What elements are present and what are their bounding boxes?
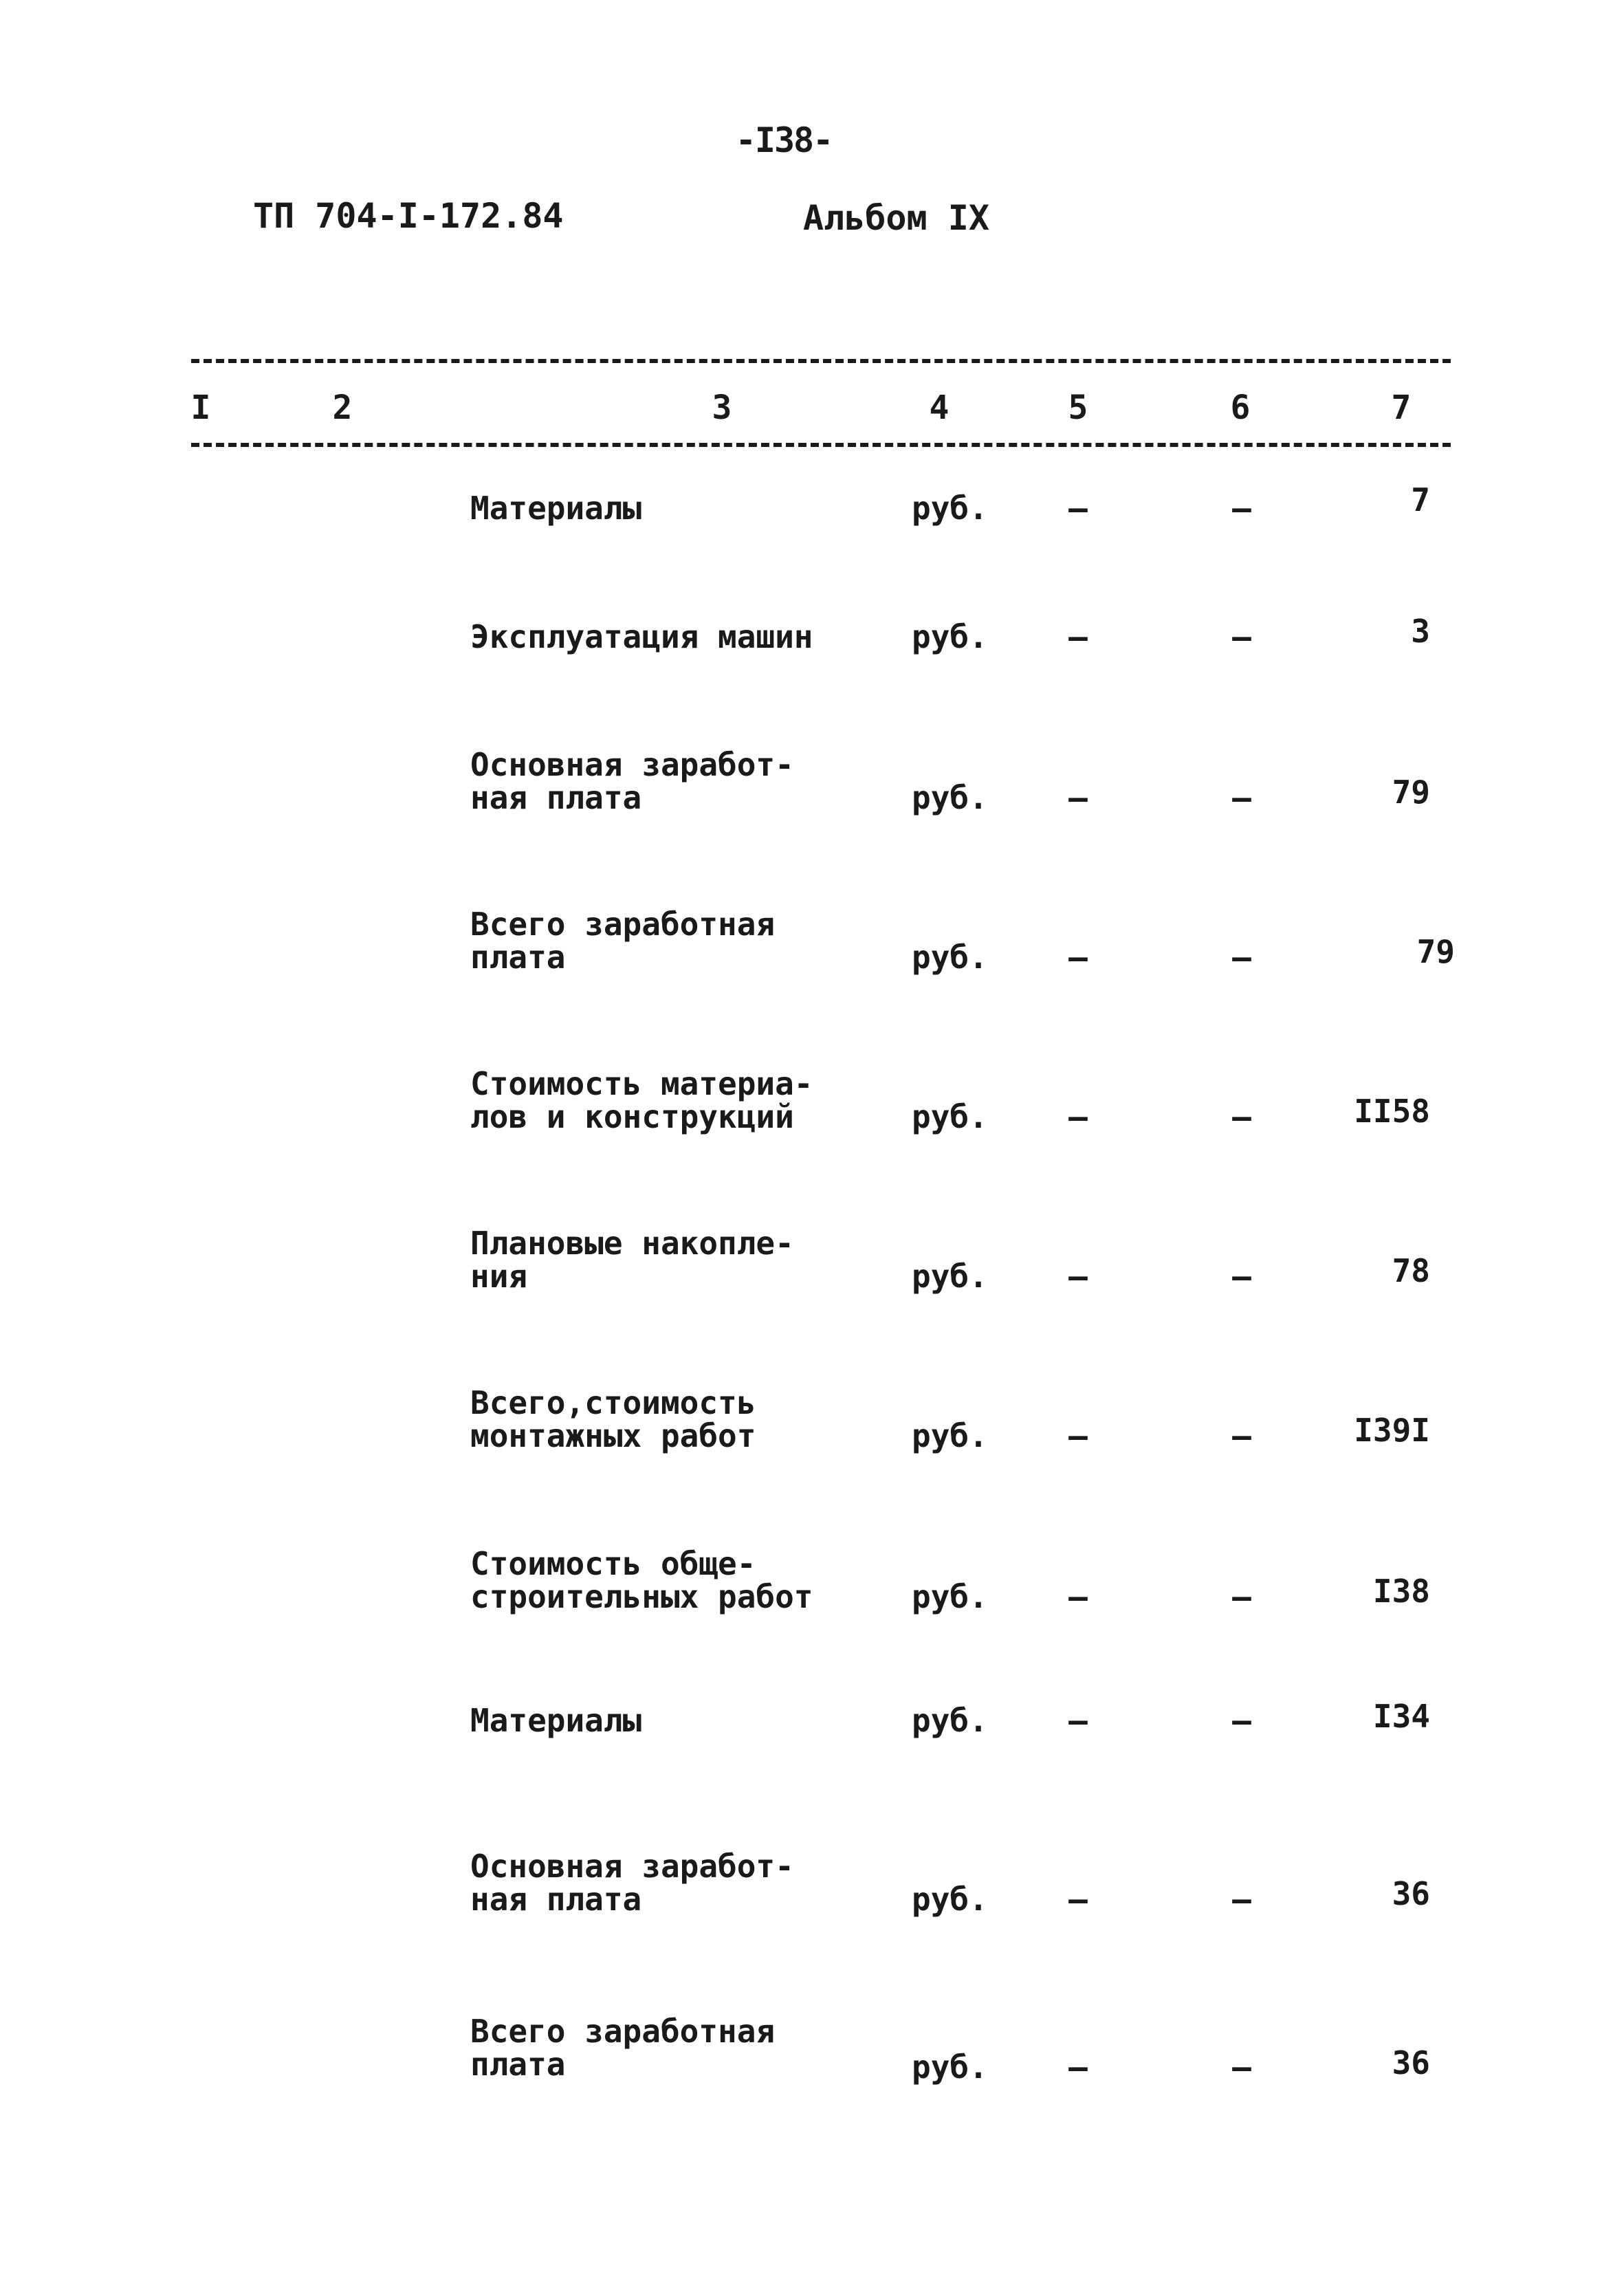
row-col7: 3: [1411, 613, 1430, 650]
row-unit: руб.: [912, 1098, 988, 1135]
row-col5: –: [1068, 1258, 1088, 1295]
row-name: Всего заработная плата: [470, 906, 776, 976]
row-col6: –: [1232, 1881, 1251, 1918]
row-name: Основная заработ- ная плата: [470, 1848, 794, 1918]
row-col6: –: [1232, 939, 1251, 976]
row-unit: руб.: [912, 1578, 988, 1615]
row-name: Стоимость обще- строительных работ: [470, 1545, 813, 1615]
row-col6: –: [1232, 618, 1251, 655]
row-unit: руб.: [912, 1881, 988, 1918]
row-unit: руб.: [912, 779, 988, 816]
row-col5: –: [1068, 1881, 1088, 1918]
row-col5: –: [1068, 1578, 1088, 1615]
row-col7: 78: [1392, 1252, 1430, 1289]
album-label: Альбом IX: [803, 198, 989, 238]
row-name: Материалы: [470, 1702, 642, 1739]
row-unit: руб.: [912, 939, 988, 976]
row-col5: –: [1068, 939, 1088, 976]
row-col7: I39I: [1354, 1412, 1430, 1449]
row-col6: –: [1232, 1417, 1251, 1454]
row-col7: I38: [1372, 1573, 1430, 1610]
column-header-2: 2: [332, 389, 353, 427]
row-name: Стоимость материа- лов и конструкций: [470, 1065, 813, 1135]
row-name: Плановые накопле- ния: [470, 1225, 794, 1295]
row-col5: –: [1068, 1417, 1088, 1454]
row-col5: –: [1068, 490, 1088, 527]
row-col5: –: [1068, 618, 1088, 655]
row-col5: –: [1068, 2048, 1088, 2086]
column-header-5: 5: [1068, 389, 1088, 427]
row-col6: –: [1232, 779, 1251, 816]
row-col6: –: [1232, 1578, 1251, 1615]
row-col6: –: [1232, 1098, 1251, 1135]
column-header-3: 3: [712, 389, 732, 427]
row-col7: 36: [1392, 2044, 1430, 2081]
row-name: Всего,стоимость монтажных работ: [470, 1384, 756, 1454]
row-col6: –: [1232, 490, 1251, 527]
row-col5: –: [1068, 1702, 1088, 1739]
row-name: Материалы: [470, 490, 642, 527]
row-col6: –: [1232, 1258, 1251, 1295]
document-code: ТП 704-I-172.84: [253, 196, 564, 236]
row-name: Основная заработ- ная плата: [470, 746, 794, 816]
row-col7: 36: [1392, 1875, 1430, 1912]
row-col6: –: [1232, 2048, 1251, 2086]
table-rule-top: [191, 359, 1451, 363]
page-number: -I38-: [735, 120, 833, 160]
column-header-7: 7: [1391, 389, 1412, 427]
row-unit: руб.: [912, 618, 988, 655]
row-unit: руб.: [912, 1417, 988, 1454]
row-name: Всего заработная плата: [470, 2013, 776, 2083]
column-header-6: 6: [1230, 389, 1251, 427]
row-col7: 79: [1392, 774, 1430, 811]
row-unit: руб.: [912, 490, 988, 527]
row-unit: руб.: [912, 2048, 988, 2086]
row-col6: –: [1232, 1702, 1251, 1739]
row-unit: руб.: [912, 1258, 988, 1295]
row-col5: –: [1068, 1098, 1088, 1135]
column-header-1: I: [190, 389, 211, 427]
row-col7: II58: [1354, 1093, 1430, 1130]
row-col7: I34: [1372, 1698, 1430, 1735]
row-col7: 79: [1416, 933, 1455, 970]
row-col7: 7: [1411, 481, 1430, 518]
column-header-4: 4: [929, 389, 950, 427]
row-unit: руб.: [912, 1702, 988, 1739]
table-rule-bottom: [191, 443, 1451, 447]
row-name: Эксплуатация машин: [470, 618, 813, 655]
row-col5: –: [1068, 779, 1088, 816]
